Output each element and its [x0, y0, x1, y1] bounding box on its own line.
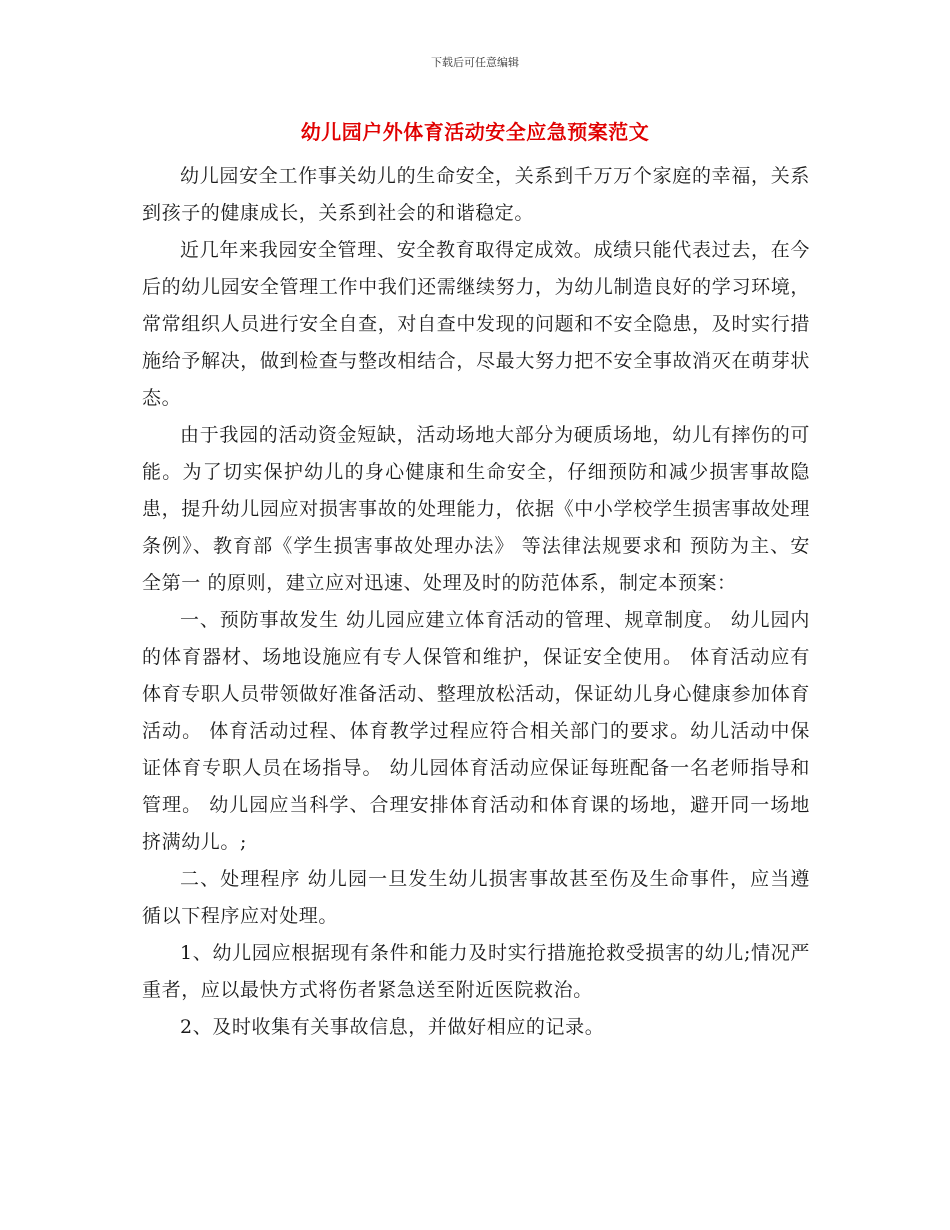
paragraph-procedure: 二、处理程序 幼儿园一旦发生幼儿损害事故甚至伤及生命事件，应当遵循以下程序应对处理。 — [142, 868, 810, 927]
document-body — [142, 158, 810, 1046]
paragraph-step-2: 2、及时收集有关事故信息，并做好相应的记录。 — [180, 1016, 605, 1038]
paragraph-step-1: 1、幼儿园应根据现有条件和能力及时实行措施抢救受损害的幼儿;情况严重者，应以最快方式将伤者紧急送至附近医院救治。 — [142, 942, 810, 1001]
paragraph-intro: 幼儿园安全工作事关幼儿的生命安全，关系到千万万个家庭的幸福，关系到孩子的健康成长，关系到社会的和谐稳定。 — [142, 165, 810, 224]
document-title: 幼儿园户外体育活动安全应急预案范文 — [300, 120, 650, 144]
paragraph-recent-years: 近几年来我园安全管理、安全教育取得定成效。成绩只能代表过去，在今后的幼儿园安全管理工作中我们还需继续努力，为幼儿制造良好的学习环境，常常组织人员进行安全自查，对自查中发现的问题和不安全隐患，及时实行措施给予解决，做到检查与整改相结合，尽最大努力把不安全事故消灭在萌芽状态。 — [142, 239, 810, 409]
paragraph-prevention: 一、预防事故发生 幼儿园应建立体育活动的管理、规章制度。 幼儿园内的体育器材、场地设施应有专人保管和维护，保证安全使用。 体育活动应有体育专职人员带领做好准备活动、整理放松活动，保证幼儿身心健康参加体育活动。 体育活动过程、体育教学过程应符合相关部门的要求。幼儿活动中保证体育专职人员在场指导。 幼儿园体育活动应保证每班配备一名老师指导和管理。 幼儿园应当科学、合理安排体育活动和体育课的场地，避开同一场地挤满幼儿。; — [142, 609, 810, 853]
paragraph-venue-risk: 由于我园的活动资金短缺，活动场地大部分为硬质场地，幼儿有摔伤的可能。为了切实保护幼儿的身心健康和生命安全，仔细预防和减少损害事故隐患，提升幼儿园应对损害事故的处理能力，依据《中小学校学生损害事故处理条例》、教育部《学生损害事故处理办法》 等法律法规要求和 预防为主、安全第一 的原则，建立应对迅速、处理及时的防范体系，制定本预案： — [142, 424, 810, 594]
header-note: 下载后可任意编辑 — [431, 56, 519, 69]
